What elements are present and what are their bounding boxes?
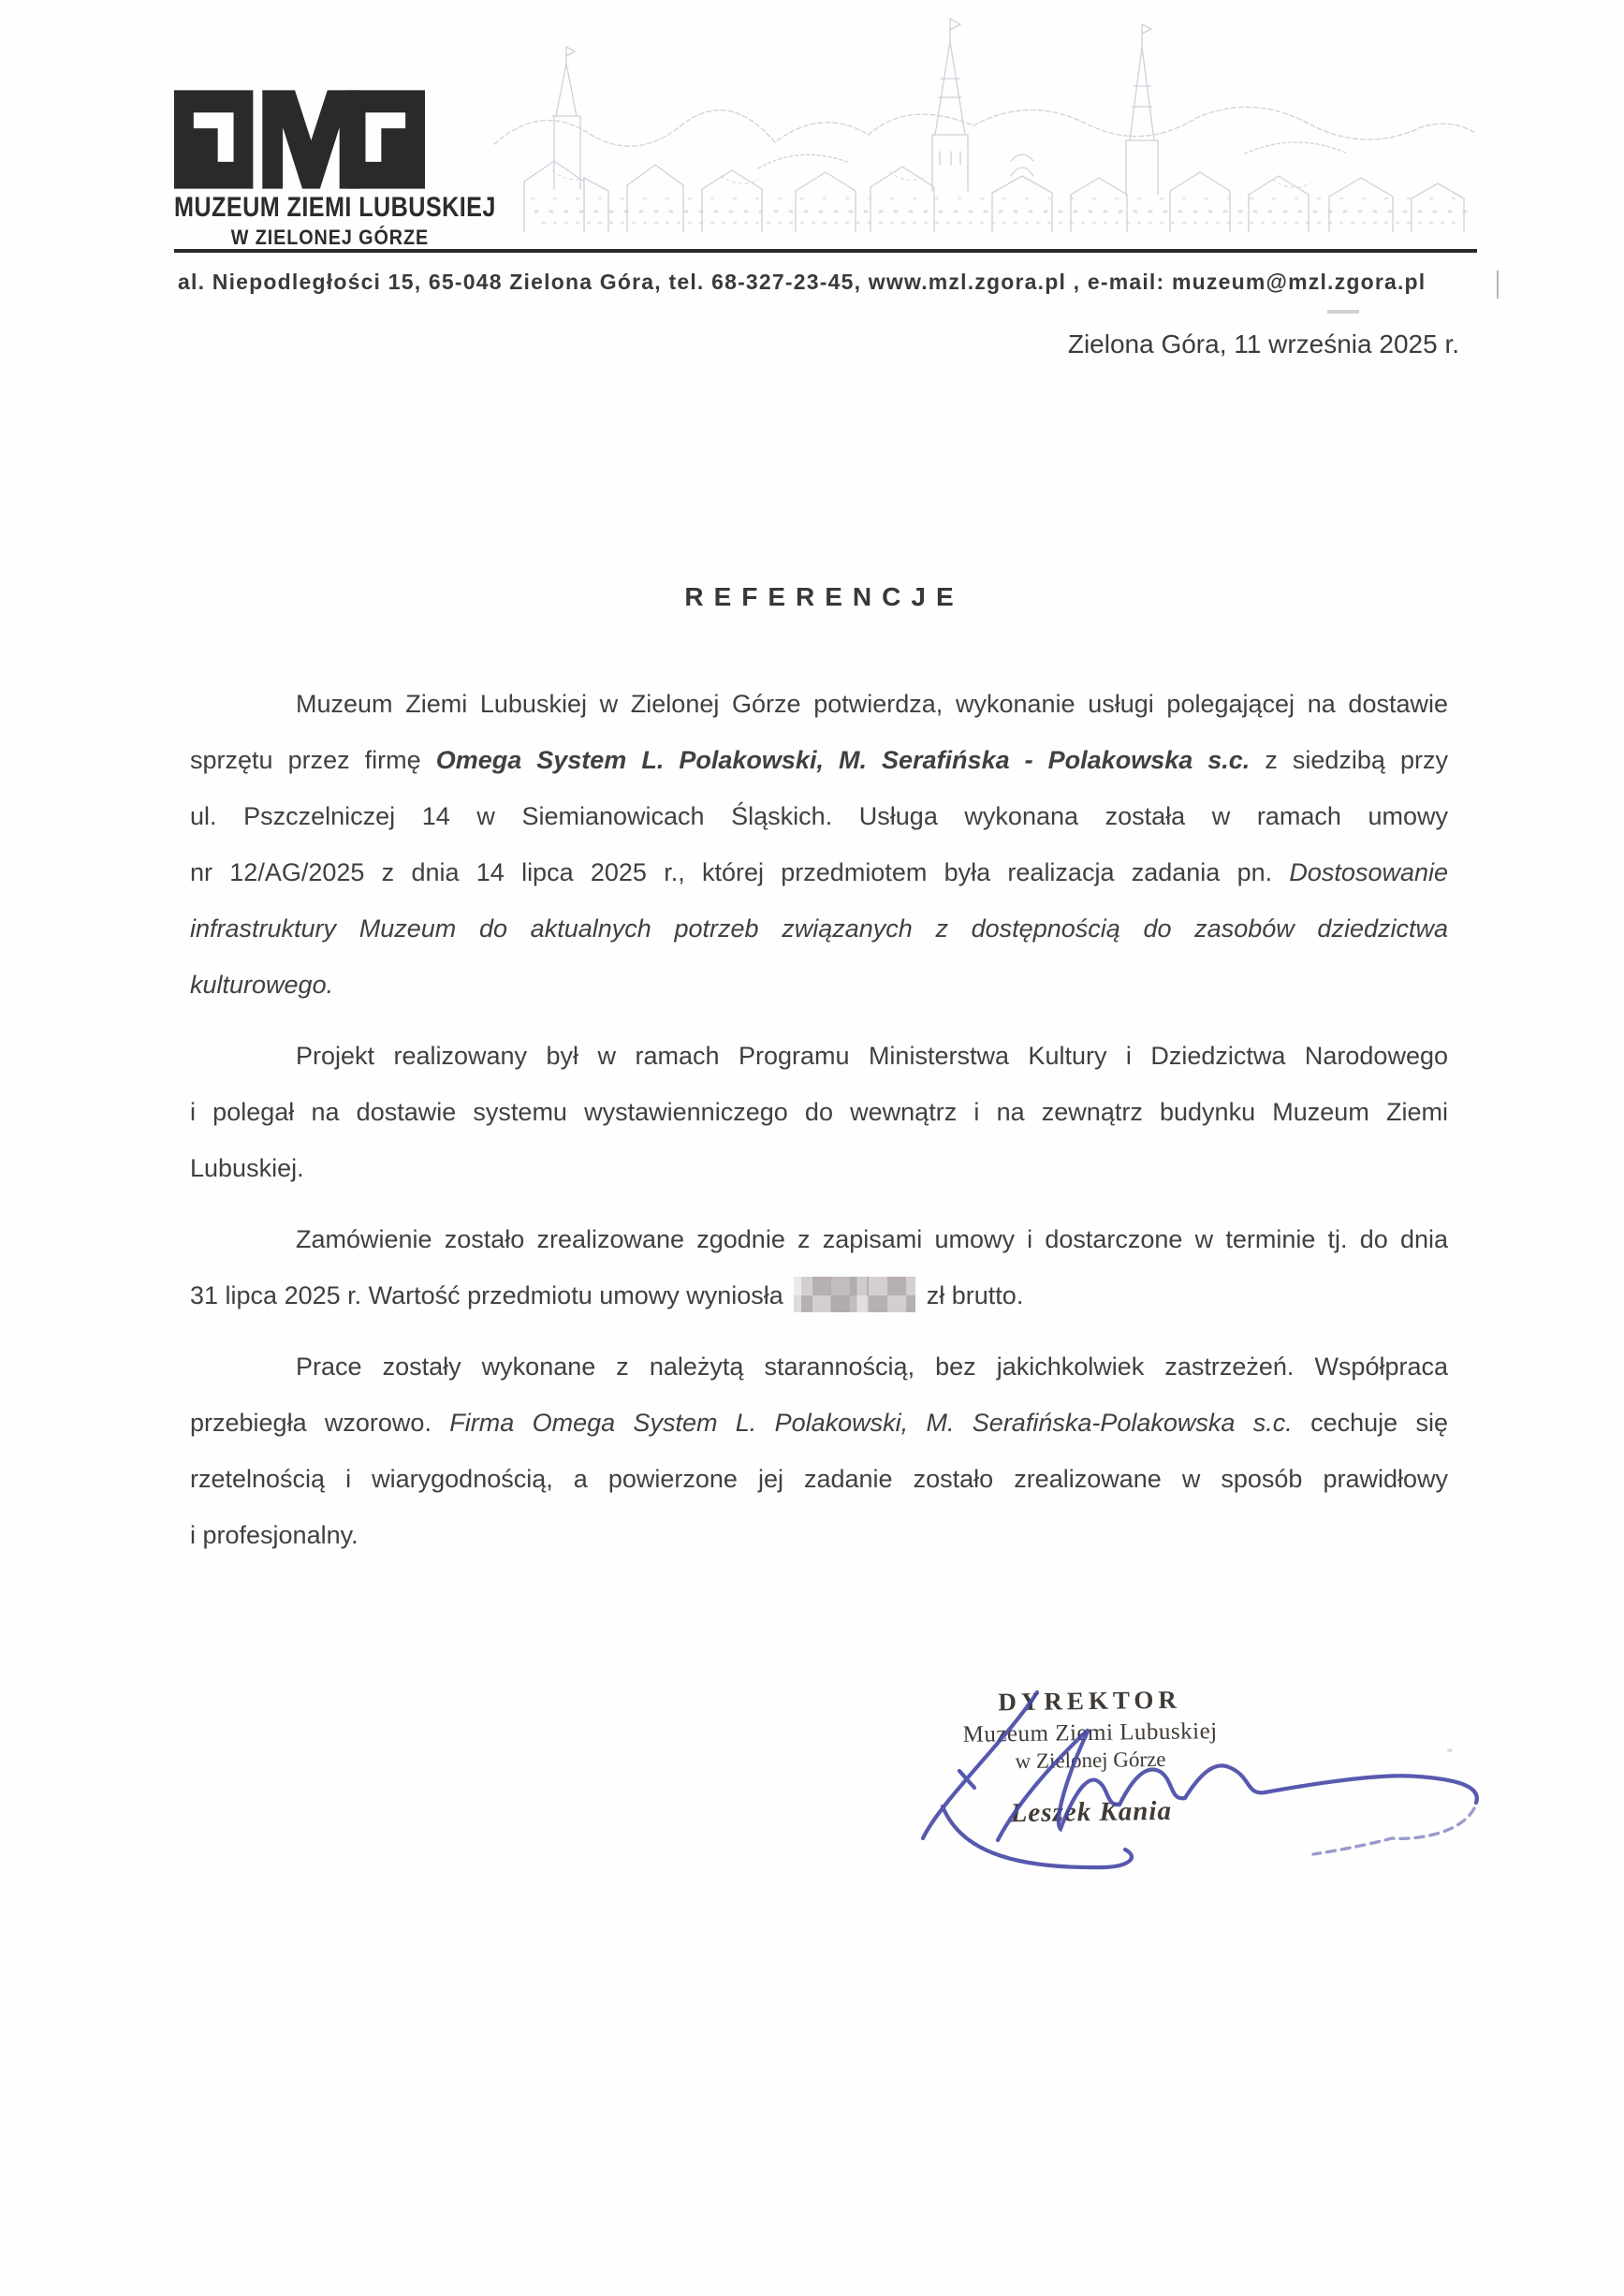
body-line xyxy=(190,788,1448,844)
stamp-signatory-name: Leszek Kania xyxy=(1010,1795,1173,1829)
paragraph xyxy=(190,1211,1448,1323)
letter-body xyxy=(190,676,1448,1578)
text-segment: i polegał na dostawie systemu wystawienniczego do wewnątrz i na zewnątrz budynku Muzeum Ziemi xyxy=(190,1098,1448,1126)
text-segment: ul. Pszczelniczej 14 w Siemianowicach Śląskich. Usługa wykonana została w ramach umowy xyxy=(190,802,1448,830)
body-line xyxy=(190,1451,1448,1507)
document-title: REFERENCJE xyxy=(684,582,964,611)
stamp-org: Muzeum Ziemi Lubuskiej xyxy=(962,1718,1218,1748)
text-segment: Omega System L. Polakowski, M. Serafińska - Polakowska s.c. xyxy=(435,746,1251,774)
dateline: Zielona Góra, 11 września 2025 r. xyxy=(1067,329,1459,358)
text-segment: Zamówienie zostało zrealizowane zgodnie z zapisami umowy i dostarczone w terminie tj. do dnia xyxy=(296,1225,1448,1253)
body-line xyxy=(190,1211,1448,1267)
body-line xyxy=(190,900,1448,957)
body-line xyxy=(190,1338,1448,1395)
body-line xyxy=(190,1084,1448,1140)
text-segment: Dostosowanie xyxy=(1289,858,1448,886)
text-segment: z siedzibą przy xyxy=(1250,746,1448,774)
paragraph xyxy=(190,1028,1448,1196)
text-segment: Firma Omega System L. Polakowski, M. Serafińska-Polakowska s.c. xyxy=(449,1409,1293,1437)
text-segment: Projekt realizowany był w ramach Programu Ministerstwa Kultury i Dziedzictwa Narodowego xyxy=(296,1042,1448,1070)
stamp-city: w Zielonej Górze xyxy=(1015,1747,1166,1774)
org-location: W ZIELONEJ GÓRZE xyxy=(230,226,429,249)
body-line xyxy=(190,957,1448,1013)
handwritten-signature-icon xyxy=(894,1668,1549,1930)
paragraph xyxy=(190,1338,1448,1563)
text-segment: cechuje się xyxy=(1292,1409,1448,1437)
text-segment: sprzętu przez firmę xyxy=(190,746,436,774)
body-line xyxy=(190,1267,1448,1323)
scan-artifact-speck xyxy=(1447,1748,1453,1752)
text-segment: Muzeum Ziemi Lubuskiej w Zielonej Górze potwierdza, wykonanie usługi polegającej na dostawie xyxy=(296,690,1448,718)
scan-artifact-dash xyxy=(1327,310,1359,314)
body-line xyxy=(190,1395,1448,1451)
body-line xyxy=(190,1028,1448,1084)
text-segment: rzetelnością i wiarygodnością, a powierzone jej zadanie zostało zrealizowane w sposób prawidłowy xyxy=(190,1465,1448,1493)
text-segment: kulturowego. xyxy=(190,971,334,999)
text-segment: nr 12/AG/2025 z dnia 14 lipca 2025 r., której przedmiotem była realizacja zadania pn. xyxy=(190,858,1290,886)
redacted-amount xyxy=(794,1277,915,1312)
text-segment: i profesjonalny. xyxy=(190,1521,358,1549)
body-line xyxy=(190,1140,1448,1196)
text-segment: 31 lipca 2025 r. Wartość przedmiotu umowy wyniosła xyxy=(190,1281,791,1309)
body-line xyxy=(190,1507,1448,1563)
text-segment: Prace zostały wykonane z należytą starannością, bez jakichkolwiek zastrzeżeń. Współpraca xyxy=(296,1353,1448,1381)
org-name: MUZEUM ZIEMI LUBUSKIEJ xyxy=(174,192,496,223)
text-segment: Lubuskiej. xyxy=(190,1154,304,1182)
text-segment: zł brutto. xyxy=(919,1281,1024,1309)
header-divider xyxy=(174,249,1477,253)
body-line xyxy=(190,732,1448,788)
mzl-logo-icon xyxy=(174,90,425,189)
text-segment: infrastruktury Muzeum do aktualnych potrzeb związanych z dostępnością do zasobów dziedzictwa xyxy=(190,914,1448,943)
address-line: al. Niepodległości 15, 65-048 Zielona Góra, tel. 68-327-23-45, www.mzl.zgora.pl , e-mail: muzeum@mzl.zgora.pl xyxy=(178,270,1426,294)
scan-artifact-line xyxy=(1497,271,1499,299)
text-segment: przebiegła wzorowo. xyxy=(190,1409,450,1437)
body-line xyxy=(190,676,1448,732)
paragraph xyxy=(190,676,1448,1013)
stamp-title: DYREKTOR xyxy=(998,1685,1182,1717)
body-line xyxy=(190,844,1448,900)
town-panorama-sketch-icon xyxy=(487,11,1481,236)
